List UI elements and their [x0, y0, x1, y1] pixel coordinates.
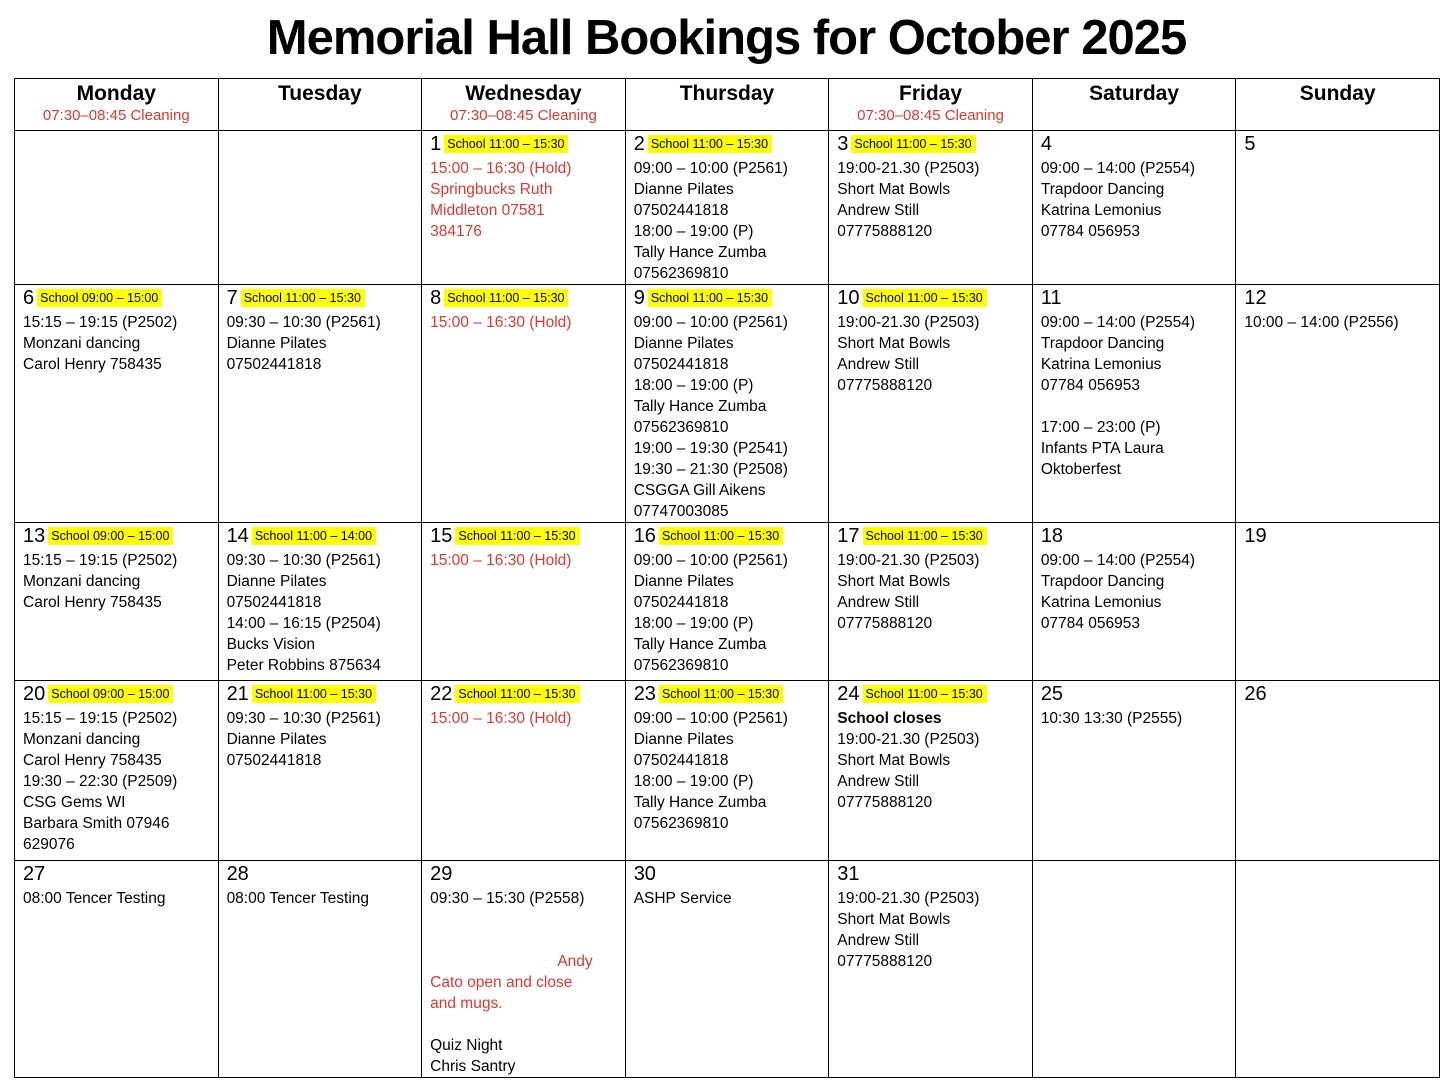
- day-cell-top: [227, 682, 418, 708]
- day-cell-top: [430, 862, 621, 888]
- school-booking-highlight: School 11:00 – 15:30: [851, 135, 975, 153]
- day-name-label: Saturday: [1089, 82, 1180, 105]
- week-row-2: [15, 285, 1440, 523]
- booking-line: Dianne Pilates: [633, 731, 734, 748]
- day-cell-17: [829, 523, 1033, 681]
- booking-line: Carol Henry 758435: [23, 752, 162, 769]
- booking-line: 10:30 13:30 (P2555): [1040, 710, 1183, 727]
- day-cell-26: [1236, 681, 1440, 861]
- booking-line: 09:00 – 14:00 (P2554): [1040, 314, 1196, 331]
- day-cell-top: [1041, 524, 1232, 550]
- day-cell-top: [23, 682, 214, 708]
- booking-line: Andrew Still: [837, 932, 920, 949]
- booking-line: Trapdoor Dancing: [1040, 335, 1165, 352]
- day-cell-top: [837, 132, 1028, 158]
- blank-line: [430, 909, 621, 930]
- day-number: 4: [1040, 133, 1052, 155]
- school-booking-highlight: School 11:00 – 15:30: [659, 685, 783, 703]
- school-booking-highlight: School 11:00 – 15:30: [648, 135, 772, 153]
- day-number: 29: [430, 863, 453, 885]
- day-cell-15: [422, 523, 626, 681]
- day-number: 12: [1244, 287, 1267, 309]
- booking-line: 15:15 – 19:15 (P2502): [23, 314, 178, 331]
- booking-line: 07775888120: [837, 223, 933, 240]
- day-cell-empty: [1236, 861, 1440, 1078]
- day-cell-29: [422, 861, 626, 1078]
- day-number: 25: [1040, 683, 1064, 705]
- booking-line: 08:00 Tencer Testing: [226, 890, 370, 907]
- booking-line: 18:00 – 19:00 (P): [633, 615, 754, 632]
- booking-line: Katrina Lemonius: [1040, 594, 1162, 611]
- week-row-1: [15, 131, 1440, 285]
- cleaning-note: 07:30–08:45 Cleaning: [857, 107, 1004, 124]
- day-cell-top: [1244, 862, 1435, 886]
- day-header-friday: [829, 79, 1033, 131]
- week-row-4: [15, 681, 1440, 861]
- day-cell-top: [23, 286, 214, 312]
- booking-line: 07784 056953: [1040, 615, 1140, 632]
- booking-line: Monzani dancing: [23, 573, 141, 590]
- day-cell-8: [422, 285, 626, 523]
- booking-line: 09:00 – 14:00 (P2554): [1040, 552, 1196, 569]
- booking-line: Katrina Lemonius: [1040, 356, 1162, 373]
- booking-line: Chris Santry: [430, 1058, 516, 1075]
- booking-line: 19:00-21.30 (P2503): [837, 731, 980, 748]
- school-booking-highlight: School 11:00 – 15:30: [863, 685, 987, 703]
- day-cell-3: [829, 131, 1033, 285]
- day-number: 20: [23, 683, 46, 705]
- day-cell-top: [1244, 524, 1435, 550]
- booking-line: 09:00 – 10:00 (P2561): [633, 314, 788, 331]
- day-number: 18: [1040, 525, 1064, 547]
- booking-line: 07562369810: [633, 265, 729, 282]
- day-number: 30: [633, 863, 656, 885]
- booking-line: 07775888120: [837, 615, 933, 632]
- day-number: 24: [837, 683, 860, 705]
- school-booking-highlight: School 11:00 – 15:30: [863, 527, 987, 545]
- day-number: 31: [837, 863, 860, 885]
- booking-line: 07562369810: [633, 815, 729, 832]
- booking-line: 15:15 – 19:15 (P2502): [23, 710, 178, 727]
- booking-line: 15:00 – 16:30 (Hold): [430, 314, 572, 331]
- booking-line: 09:30 – 10:30 (P2561): [226, 314, 381, 331]
- day-cell-top: [634, 682, 825, 708]
- booking-line: 08:00 Tencer Testing: [23, 890, 166, 907]
- day-cell-top: [837, 524, 1028, 550]
- cleaning-note: 07:30–08:45 Cleaning: [450, 107, 597, 124]
- day-cell-21: [218, 681, 422, 861]
- booking-line: 09:30 – 10:30 (P2561): [226, 552, 381, 569]
- booking-line: Trapdoor Dancing: [1040, 573, 1165, 590]
- booking-line: 18:00 – 19:00 (P): [633, 223, 754, 240]
- booking-line: Carol Henry 758435: [23, 356, 162, 373]
- booking-line: Springbucks Ruth: [430, 181, 553, 198]
- day-number: 2: [633, 133, 645, 155]
- day-cell-19: [1236, 523, 1440, 681]
- day-name-label: Tuesday: [278, 82, 362, 105]
- day-header-thursday: [625, 79, 829, 131]
- booking-line: Andrew Still: [837, 773, 920, 790]
- day-cell-top: [227, 132, 418, 156]
- day-cell-top: [1041, 862, 1232, 886]
- school-booking-highlight: School 09:00 – 15:00: [37, 289, 162, 307]
- day-cell-22: [422, 681, 626, 861]
- day-cell-top: [634, 524, 825, 550]
- booking-line: ASHP Service: [633, 890, 732, 907]
- day-cell-top: [227, 524, 418, 550]
- day-cell-30: [625, 861, 829, 1078]
- booking-line: 15:00 – 16:30 (Hold): [430, 552, 572, 569]
- day-cell-top: [430, 286, 621, 312]
- day-cell-top: [837, 862, 1028, 888]
- booking-line: 14:00 – 16:15 (P2504): [226, 615, 381, 632]
- booking-line: Quiz Night: [430, 1037, 503, 1054]
- booking-line: 09:00 – 10:00 (P2561): [633, 160, 788, 177]
- school-booking-highlight: School 11:00 – 15:30: [241, 289, 365, 307]
- day-header-wednesday: [422, 79, 626, 131]
- day-cell-5: [1236, 131, 1440, 285]
- booking-line: Tally Hance Zumba: [633, 636, 767, 653]
- blank-line: [1041, 396, 1232, 417]
- day-cell-28: [218, 861, 422, 1078]
- booking-line: Short Mat Bowls: [837, 573, 951, 590]
- booking-line: 07502441818: [226, 356, 322, 373]
- booking-line: Katrina Lemonius: [1040, 202, 1162, 219]
- booking-line: 07502441818: [633, 594, 729, 611]
- school-booking-highlight: School 11:00 – 15:30: [252, 685, 376, 703]
- day-cell-11: [1032, 285, 1236, 523]
- day-cell-top: [634, 132, 825, 158]
- day-number: 23: [633, 683, 656, 705]
- booking-line: 18:00 – 19:00 (P): [633, 773, 754, 790]
- blank-line: [430, 930, 621, 951]
- booking-line: Bucks Vision: [226, 636, 316, 653]
- week-row-3: [15, 523, 1440, 681]
- booking-line: 07775888120: [837, 953, 933, 970]
- booking-line: 07502441818: [226, 594, 322, 611]
- day-number: 27: [23, 863, 46, 885]
- booking-line: Dianne Pilates: [226, 731, 327, 748]
- booking-line: Short Mat Bowls: [837, 181, 951, 198]
- booking-line: Barbara Smith 07946: [23, 815, 170, 832]
- day-cell-top: [1041, 682, 1232, 708]
- day-header-saturday: [1032, 79, 1236, 131]
- booking-line: 09:30 – 15:30 (P2558): [430, 890, 585, 907]
- booking-line: 07502441818: [226, 752, 322, 769]
- day-header-sunday: [1236, 79, 1440, 131]
- day-header-monday: [15, 79, 219, 131]
- booking-line: Dianne Pilates: [633, 181, 734, 198]
- booking-line: 07502441818: [633, 752, 729, 769]
- booking-line: 19:00-21.30 (P2503): [837, 552, 980, 569]
- booking-line: 07562369810: [633, 657, 729, 674]
- booking-line: 09:30 – 10:30 (P2561): [226, 710, 381, 727]
- day-cell-top: [227, 286, 418, 312]
- school-booking-highlight: School 11:00 – 15:30: [659, 527, 783, 545]
- booking-line: Tally Hance Zumba: [633, 794, 767, 811]
- booking-line: 629076: [23, 836, 75, 853]
- booking-line: 07562369810: [633, 419, 729, 436]
- booking-line: Carol Henry 758435: [23, 594, 162, 611]
- booking-line: Trapdoor Dancing: [1040, 181, 1165, 198]
- day-cell-top: [1244, 286, 1435, 312]
- booking-line: School closes: [837, 710, 942, 727]
- booking-line: Andrew Still: [837, 356, 920, 373]
- blank-line: [430, 1014, 621, 1035]
- school-booking-highlight: School 11:00 – 15:30: [444, 135, 568, 153]
- booking-line: Cato open and close: [430, 974, 573, 991]
- booking-line: Monzani dancing: [23, 335, 141, 352]
- booking-line: Peter Robbins 875634: [226, 657, 381, 674]
- booking-line: 19:00-21.30 (P2503): [837, 160, 980, 177]
- day-number: 11: [1040, 287, 1062, 309]
- day-number: 19: [1244, 525, 1267, 547]
- school-booking-highlight: School 11:00 – 15:30: [455, 527, 579, 545]
- day-cell-7: [218, 285, 422, 523]
- booking-line: 07775888120: [837, 377, 933, 394]
- booking-line: 19:00 – 19:30 (P2541): [633, 440, 788, 457]
- booking-line: Tally Hance Zumba: [633, 398, 767, 415]
- day-cell-top: [634, 862, 825, 888]
- day-cell-23: [625, 681, 829, 861]
- booking-line: Short Mat Bowls: [837, 752, 951, 769]
- day-cell-empty: [1032, 861, 1236, 1078]
- day-cell-top: [1041, 132, 1232, 158]
- day-cell-2: [625, 131, 829, 285]
- day-cell-top: [227, 862, 418, 888]
- day-number: 8: [430, 287, 442, 309]
- booking-line: and mugs.: [430, 995, 503, 1012]
- day-cell-1: [422, 131, 626, 285]
- booking-line: Infants PTA Laura: [1040, 440, 1164, 457]
- day-number: 16: [633, 525, 656, 547]
- day-number: 21: [226, 683, 249, 705]
- day-cell-10: [829, 285, 1033, 523]
- booking-line: 15:00 – 16:30 (Hold): [430, 710, 572, 727]
- booking-line: 07502441818: [633, 202, 729, 219]
- booking-line: Monzani dancing: [23, 731, 141, 748]
- day-cell-16: [625, 523, 829, 681]
- booking-line: Short Mat Bowls: [837, 911, 951, 928]
- school-booking-highlight: School 11:00 – 15:30: [648, 289, 772, 307]
- day-cell-top: [1244, 132, 1435, 158]
- school-booking-highlight: School 11:00 – 15:30: [863, 289, 987, 307]
- day-number: 28: [226, 863, 249, 885]
- booking-line: CSG Gems WI: [23, 794, 126, 811]
- bookings-calendar-table: [14, 78, 1440, 1078]
- day-header-tuesday: [218, 79, 422, 131]
- booking-line: Dianne Pilates: [226, 573, 327, 590]
- day-number: 10: [837, 287, 860, 309]
- booking-line: 07747003085: [633, 503, 729, 520]
- day-number: 5: [1244, 133, 1256, 155]
- day-cell-12: [1236, 285, 1440, 523]
- day-cell-9: [625, 285, 829, 523]
- day-number: 15: [430, 525, 453, 547]
- school-booking-highlight: School 09:00 – 15:00: [48, 685, 173, 703]
- day-number: 3: [837, 133, 849, 155]
- calendar-header: [15, 79, 1440, 131]
- day-cell-top: [430, 524, 621, 550]
- booking-line: 07502441818: [633, 356, 729, 373]
- booking-line: 09:00 – 10:00 (P2561): [633, 710, 788, 727]
- day-cell-20: [15, 681, 219, 861]
- school-booking-highlight: School 11:00 – 15:30: [444, 289, 568, 307]
- day-number: 17: [837, 525, 860, 547]
- day-cell-empty: [15, 131, 219, 285]
- day-cell-top: [634, 286, 825, 312]
- booking-line: 07784 056953: [1040, 377, 1140, 394]
- day-cell-top: [1041, 286, 1232, 312]
- booking-line: 09:00 – 10:00 (P2561): [633, 552, 788, 569]
- day-cell-top: [23, 862, 214, 888]
- weekday-header-row: [15, 79, 1440, 131]
- booking-line: 09:00 – 14:00 (P2554): [1040, 160, 1196, 177]
- day-name-label: Sunday: [1299, 82, 1376, 105]
- day-cell-top: [1244, 682, 1435, 708]
- booking-line: 07775888120: [837, 794, 933, 811]
- day-number: 9: [633, 287, 645, 309]
- booking-line: Oktoberfest: [1040, 461, 1121, 478]
- booking-line: Andrew Still: [837, 594, 920, 611]
- day-cell-13: [15, 523, 219, 681]
- booking-line: 10:00 – 14:00 (P2556): [1244, 314, 1399, 331]
- school-booking-highlight: School 11:00 – 14:00: [252, 527, 376, 545]
- booking-line: Andy: [557, 953, 593, 970]
- day-cell-6: [15, 285, 219, 523]
- booking-line: 384176: [430, 223, 482, 240]
- day-name-label: Wednesday: [465, 82, 582, 105]
- day-cell-4: [1032, 131, 1236, 285]
- day-cell-24: [829, 681, 1033, 861]
- day-number: 22: [430, 683, 453, 705]
- booking-line: 15:15 – 19:15 (P2502): [23, 552, 178, 569]
- booking-line: 19:30 – 21:30 (P2508): [633, 461, 788, 478]
- booking-line: Dianne Pilates: [633, 335, 734, 352]
- booking-line: Dianne Pilates: [226, 335, 327, 352]
- day-cell-18: [1032, 523, 1236, 681]
- day-cell-31: [829, 861, 1033, 1078]
- booking-line: CSGGA Gill Aikens: [633, 482, 766, 499]
- booking-line: 19:00-21.30 (P2503): [837, 314, 980, 331]
- school-booking-highlight: School 11:00 – 15:30: [455, 685, 579, 703]
- page-title: Memorial Hall Bookings for October 2025: [266, 11, 1187, 65]
- day-cell-top: [430, 682, 621, 708]
- day-cell-top: [837, 286, 1028, 312]
- booking-line: Dianne Pilates: [633, 573, 734, 590]
- day-cell-top: [837, 682, 1028, 708]
- booking-line: 17:00 – 23:00 (P): [1040, 419, 1161, 436]
- booking-line: 15:00 – 16:30 (Hold): [430, 160, 572, 177]
- day-number: 14: [226, 525, 249, 547]
- day-number: 7: [226, 287, 238, 309]
- booking-line: 18:00 – 19:00 (P): [633, 377, 754, 394]
- booking-line: 19:00-21.30 (P2503): [837, 890, 980, 907]
- cleaning-note: 07:30–08:45 Cleaning: [42, 107, 190, 124]
- day-name-label: Thursday: [679, 82, 775, 105]
- calendar-body: [15, 131, 1440, 1078]
- day-number: 13: [23, 525, 46, 547]
- day-cell-empty: [218, 131, 422, 285]
- booking-line: Tally Hance Zumba: [633, 244, 767, 261]
- booking-line: 07784 056953: [1040, 223, 1140, 240]
- booking-line: Andrew Still: [837, 202, 920, 219]
- day-cell-top: [23, 524, 214, 550]
- day-name-label: Friday: [899, 82, 963, 105]
- day-cell-top: [23, 132, 214, 156]
- day-cell-27: [15, 861, 219, 1078]
- day-name-label: Monday: [76, 82, 156, 105]
- day-cell-top: [430, 132, 621, 158]
- week-row-5: [15, 861, 1440, 1078]
- school-booking-highlight: School 09:00 – 15:00: [48, 527, 173, 545]
- booking-line: 19:30 – 22:30 (P2509): [23, 773, 178, 790]
- day-number: 1: [430, 133, 442, 155]
- day-cell-14: [218, 523, 422, 681]
- day-number: 26: [1244, 683, 1267, 705]
- day-cell-25: [1032, 681, 1236, 861]
- booking-line: Middleton 07581: [430, 202, 545, 219]
- booking-line: Short Mat Bowls: [837, 335, 951, 352]
- day-number: 6: [23, 287, 35, 309]
